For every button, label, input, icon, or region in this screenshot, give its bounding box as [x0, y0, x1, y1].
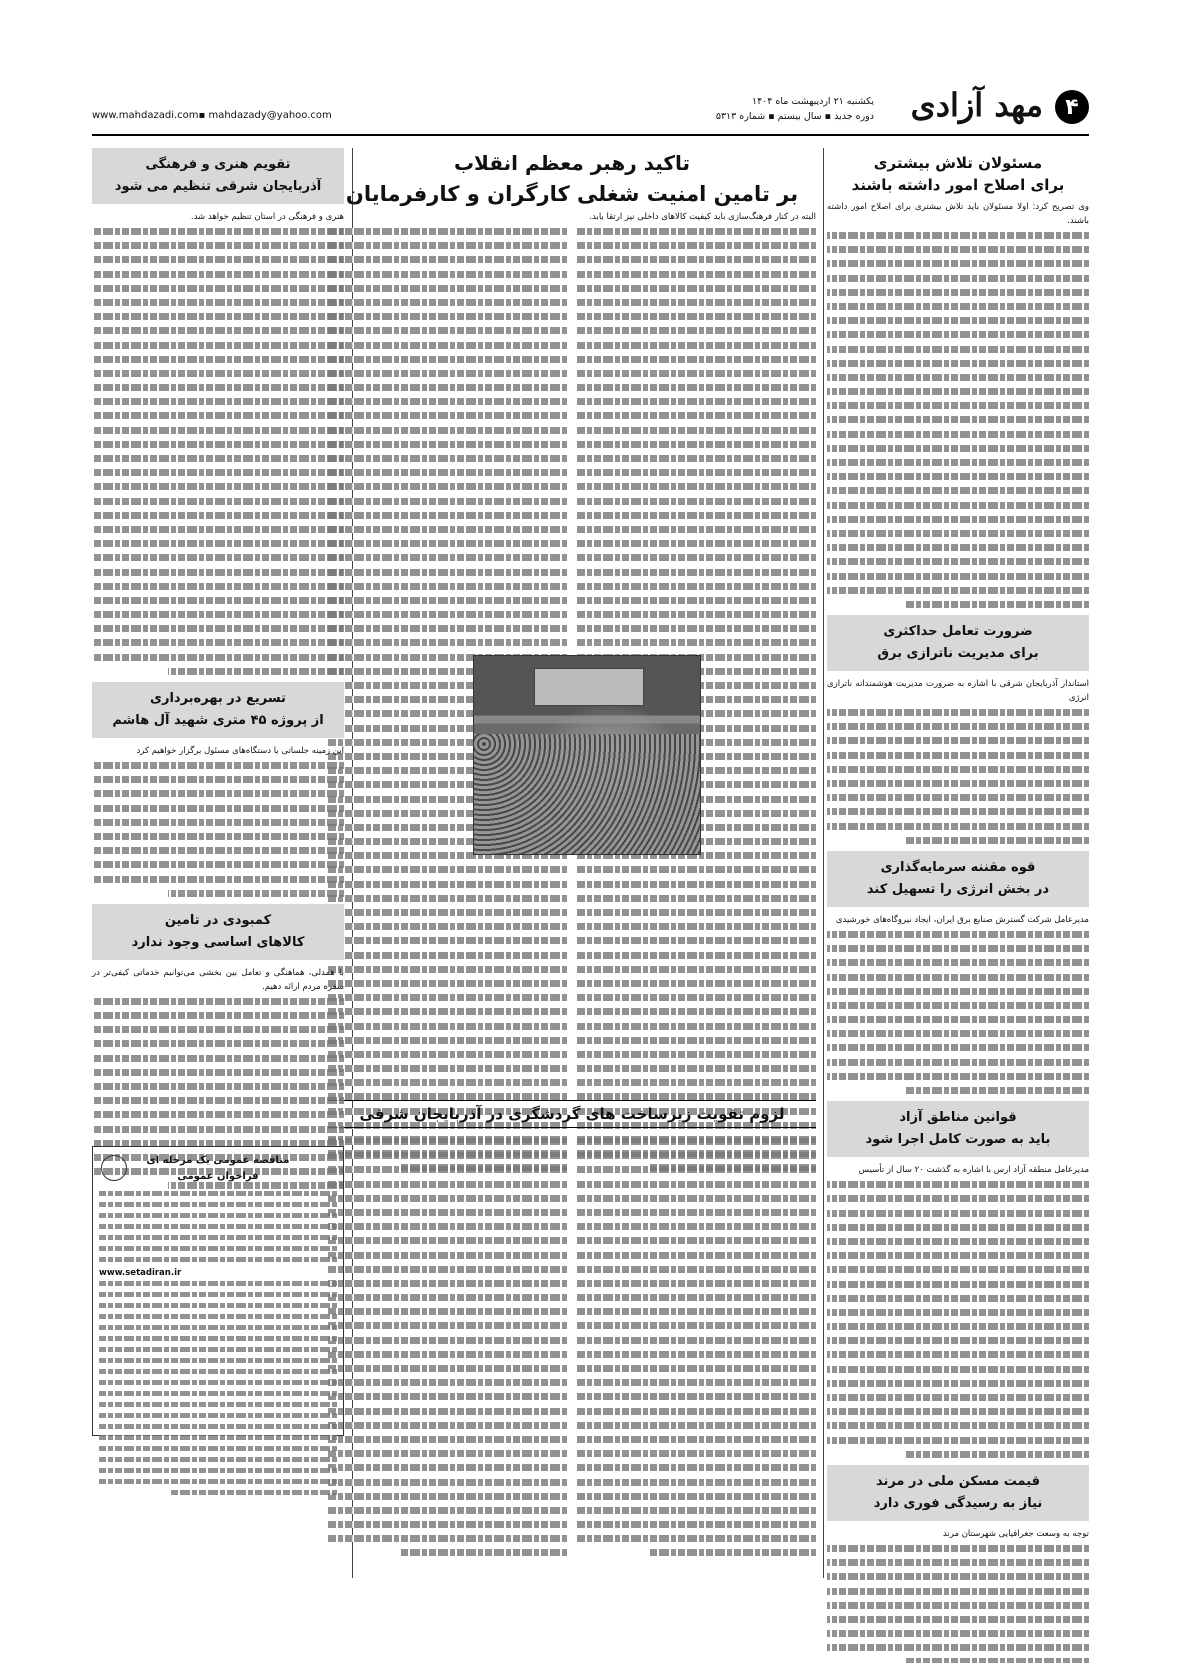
left-column: [92, 148, 344, 1197]
stage-screen: [534, 668, 644, 706]
news-photo: [473, 655, 701, 855]
article-lead: توجه به وسعت جغرافیایی شهرستان مرند: [942, 1528, 1089, 1539]
article-title: تقویم هنری و فرهنگی آذربایجان شرقی تنظیم می شود: [92, 148, 344, 204]
ad-website-link[interactable]: www.setadiran.ir: [99, 1268, 182, 1278]
article-body: [827, 232, 1089, 608]
article-title: تسریع در بهره‌برداری از پروژه ۴۵ متری شهید آل هاشم: [92, 682, 344, 738]
tender-advertisement: [92, 1146, 344, 1436]
article-title: قیمت مسکن ملی در مرند نیاز به رسیدگی فوری دارد: [827, 1465, 1089, 1521]
website-link[interactable]: www.mahdazadi.com▪ mahdazady@yahoo.com: [92, 110, 332, 121]
article-body: [827, 709, 1089, 844]
page-header: [92, 86, 1089, 136]
ad-body: [99, 1281, 337, 1495]
article-title: ضرورت تعامل حداکثری برای مدیریت ناترازی برق: [827, 615, 1089, 671]
newspaper-masthead: مهد آزادی: [910, 86, 1043, 124]
issue-date: یکشنبه ۲۱ اردیبهشت ماه ۱۴۰۴: [751, 96, 874, 107]
article-lead: استاندار آذربایجان شرقی با اشاره به ضرورت مدیریت هوشمندانه ناترازی انرژی: [827, 679, 1089, 704]
article-lead: با همدلی، هماهنگی و تعامل بین بخشی می‌توانیم خدماتی کیفی‌تر در سفره مردم ارائه دهیم.: [92, 967, 344, 992]
article-lead: البته در کنار فرهنگ‌سازی باید کیفیت کالاهای داخلی نیز ارتقا یابد.: [589, 212, 816, 222]
right-column: [827, 148, 1089, 1663]
ad-body: [99, 1191, 337, 1262]
article-body: [827, 1181, 1089, 1458]
issue-number: دوره جدید ▪ سال بیستم ▪ شماره ۵۳۱۳: [715, 111, 874, 122]
article-title: قوه مقننه سرمایه‌گذاری در بخش انرژی را تسهیل کند: [827, 851, 1089, 907]
article-body: [92, 228, 344, 675]
article-lead: مدیرعامل شرکت گسترش صنایع برق ایران، ایجاد نیروگاه‌های خورشیدی: [835, 914, 1089, 925]
issue-info: [716, 94, 874, 124]
article-body: [827, 931, 1089, 1094]
article-body: [827, 1545, 1089, 1663]
organization-logo-icon: [101, 1155, 127, 1181]
main-headline: تاکید رهبر معظم انقلاب بر تامین امنیت شغلی کارگران و کارفرمایان: [345, 151, 799, 206]
crowd-image: [474, 734, 700, 854]
article-title: قوانین مناطق آزاد باید به صورت کامل اجرا شود: [827, 1101, 1089, 1157]
page-number: ۴: [1055, 90, 1089, 124]
article-lead: وی تصریح کرد: اولا مسئولان باید تلاش بیشتری برای اصلاح امور داشته باشند.: [827, 202, 1089, 226]
article-title: کمبودی در تامین کالاهای اساسی وجود ندارد: [92, 904, 344, 960]
article-body: [92, 762, 344, 897]
ad-title: مناقصه عمومی یک مرحله ای فراخوان عمومی: [146, 1155, 290, 1182]
article-body: [328, 1138, 816, 1564]
column-divider: [823, 148, 824, 1578]
article-title: مسئولان تلاش بیشتری برای اصلاح امور داشته باشند: [851, 154, 1065, 194]
article-lead: این زمینه جلساتی با دستگاه‌های مسئول برگزار خواهیم کرد: [136, 746, 344, 756]
article-lead: هنری و فرهنگی در استان تنظیم خواهد شد.: [190, 212, 344, 222]
article-lead: مدیرعامل منطقه آزاد ارس با اشاره به گذشت ۲۰ سال از تأسیس: [858, 1165, 1089, 1176]
sub-headline: لزوم تقویت زیرساخت های گردشگری در آذربایجان شرقی: [328, 1100, 816, 1128]
